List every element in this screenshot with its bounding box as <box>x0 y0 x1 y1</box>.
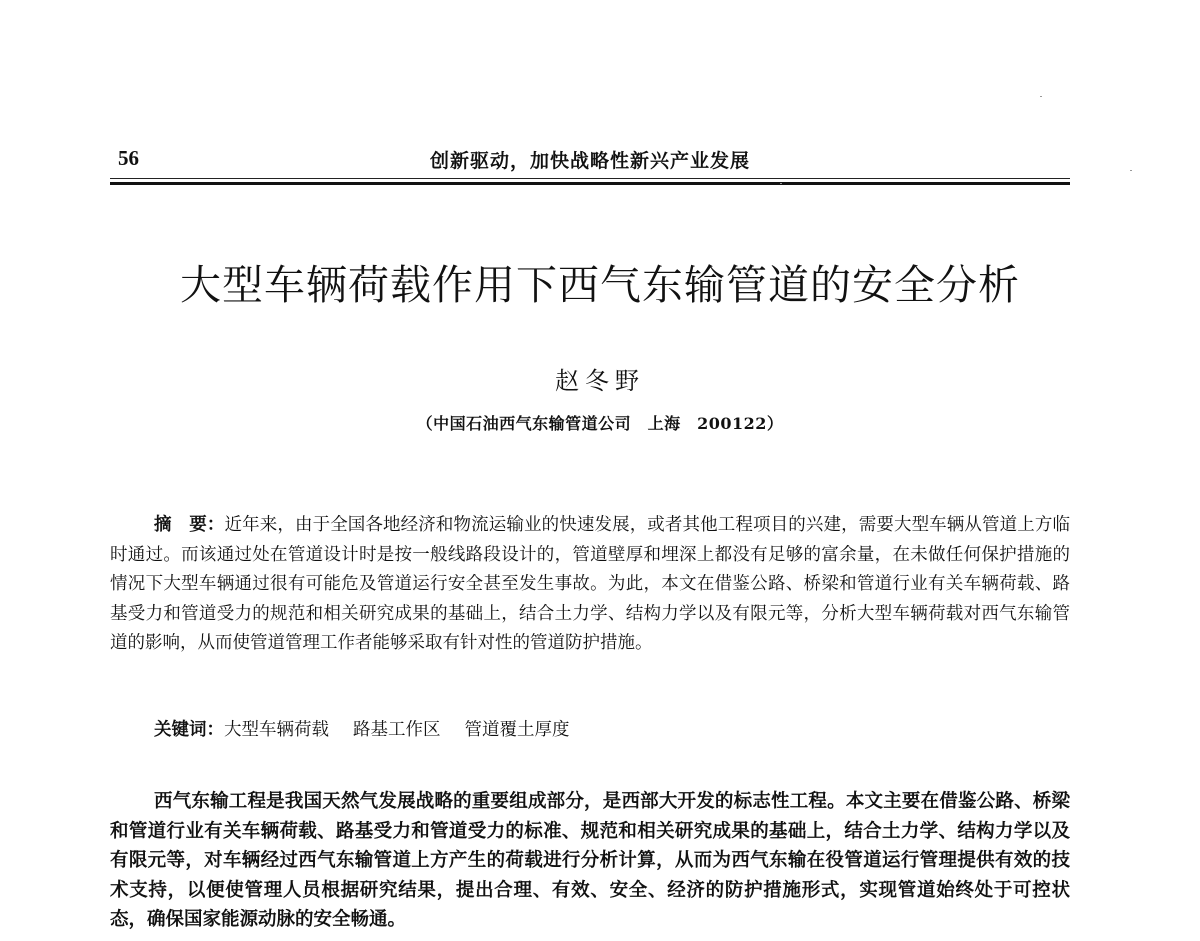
scan-speck <box>780 183 782 184</box>
body-paragraph: 西气东输工程是我国天然气发展战略的重要组成部分，是西部大开发的标志性工程。本文主要在借鉴公路、桥梁和管道行业有关车辆荷载、路基受力和管道受力的标准、规范和相关研究成果的基础上，结合土力学、结构力学以及有限元等，对车辆经过西气东输管道上方产生的荷载进行分析计算，从而为西气东输在役管道运行管理提供有效的技术支持，以便使管理人员根据研究结果，提出合理、有效、安全、经济的防护措施形式，实现管道始终处于可控状态，确保国家能源动脉的安全畅通。 <box>110 791 1070 930</box>
page-number: 56 <box>118 146 139 170</box>
abstract <box>110 511 1070 659</box>
author-affiliation: （中国石油西气东输管道公司 上海 200122） <box>416 414 784 433</box>
author-name: 赵冬野 <box>555 367 645 395</box>
scan-speck <box>1130 170 1132 171</box>
header-rule-thick <box>110 182 1070 185</box>
header-rule-thin <box>110 178 1070 179</box>
keyword-item: 路基工作区 <box>353 720 441 740</box>
abstract-paragraph <box>110 511 1070 659</box>
abstract-text: 近年来，由于全国各地经济和物流运输业的快速发展，或者其他工程项目的兴建，需要大型车辆从管道上方临时通过。而该通过处在管道设计时是按一般线路段设计的，管道壁厚和埋深上都没有足够的富余量，在未做任何保护措施的情况下大型车辆通过很有可能危及管道运行安全甚至发生事故。为此，本文在借鉴公路、桥梁和管道行业有关车辆荷载、路基受力和管道受力的规范和相关研究成果的基础上，结合土力学、结构力学以及有限元等，分析大型车辆荷载对西气东输管道的影响，从而使管道管理工作者能够采取有针对性的管道防护措施。 <box>110 515 1071 653</box>
keywords-label: 关键词： <box>154 720 224 740</box>
scan-speck <box>1040 96 1042 97</box>
article-title: 大型车辆荷载作用下西气东输管道的安全分析 <box>180 261 1020 309</box>
running-header <box>110 146 1070 176</box>
keywords <box>154 716 1070 745</box>
running-title: 创新驱动，加快战略性新兴产业发展 <box>429 150 750 172</box>
abstract-label: 摘 要： <box>154 515 225 535</box>
keyword-item: 管道覆土厚度 <box>464 720 570 740</box>
body-text <box>110 787 1070 935</box>
keyword-item: 大型车辆荷载 <box>224 720 329 740</box>
